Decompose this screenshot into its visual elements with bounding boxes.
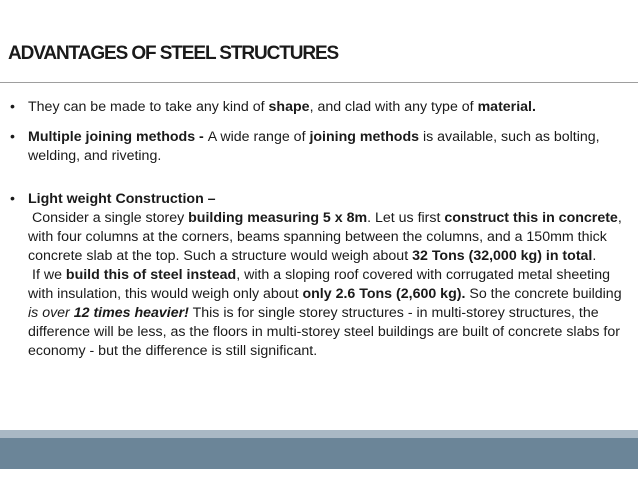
text-run: . Let us first	[367, 210, 445, 226]
text-run-bold: shape	[268, 99, 310, 115]
text-run: So the concrete building	[465, 286, 622, 302]
text-run-bold: construct this in concrete	[444, 210, 618, 226]
bullet-text	[28, 99, 536, 115]
text-run-bold-italic: 12 times heavier!	[73, 305, 189, 321]
footer-band	[0, 438, 638, 469]
text-run: .	[592, 248, 597, 264]
text-run: is available, such as bolting, welding, and riveting.	[28, 129, 600, 164]
text-run-bold: Multiple joining methods -	[28, 129, 208, 145]
bullet-item-lightweight	[10, 190, 622, 361]
slide-body	[10, 98, 622, 361]
paragraph-concrete	[28, 209, 622, 266]
bullet-item-joining	[10, 128, 622, 166]
bullet-dot: •	[10, 191, 15, 207]
text-run: They can be made to take any kind of	[28, 99, 269, 115]
footer-band-light	[0, 430, 638, 438]
text-run-bold: only 2.6 Tons (2,600 kg).	[302, 286, 466, 302]
text-run-bold: joining methods	[309, 129, 420, 145]
text-run-bold: 32 Tons (32,000 kg) in total	[412, 248, 593, 264]
text-run: A wide range of	[207, 129, 310, 145]
text-run-bold: material.	[477, 99, 536, 115]
text-run: If we	[32, 267, 66, 283]
text-run-bold: building measuring 5 x 8m	[188, 210, 368, 226]
paragraph-steel	[28, 266, 622, 361]
text-run: , with four columns at the corners, beams spanning between the columns, and a 150mm thick concrete slab at the top. Such a structure would weigh about	[28, 210, 622, 264]
text-run: Consider a single storey	[32, 210, 189, 226]
bullet-item-shape	[10, 98, 622, 117]
bullet-text	[28, 129, 600, 164]
text-run-italic: is over	[28, 305, 74, 321]
text-run: , with a sloping roof covered with corrugated metal sheeting with insulation, this would weigh only about	[28, 267, 610, 302]
text-run: This is for single storey structures - in multi-storey structures, the difference will be less, as the floors in multi-storey steel buildings are built of concrete slabs for economy - but the difference is still significant.	[28, 305, 620, 359]
bullet-dot: •	[10, 99, 15, 115]
text-run: , and clad with any type of	[309, 99, 478, 115]
bullet-heading: Light weight Construction –	[28, 191, 216, 207]
slide-title: ADVANTAGES OF STEEL STRUCTURES	[8, 43, 339, 64]
title-divider	[0, 82, 638, 83]
bullet-dot: •	[10, 129, 15, 145]
text-run-bold: build this of steel instead	[65, 267, 237, 283]
